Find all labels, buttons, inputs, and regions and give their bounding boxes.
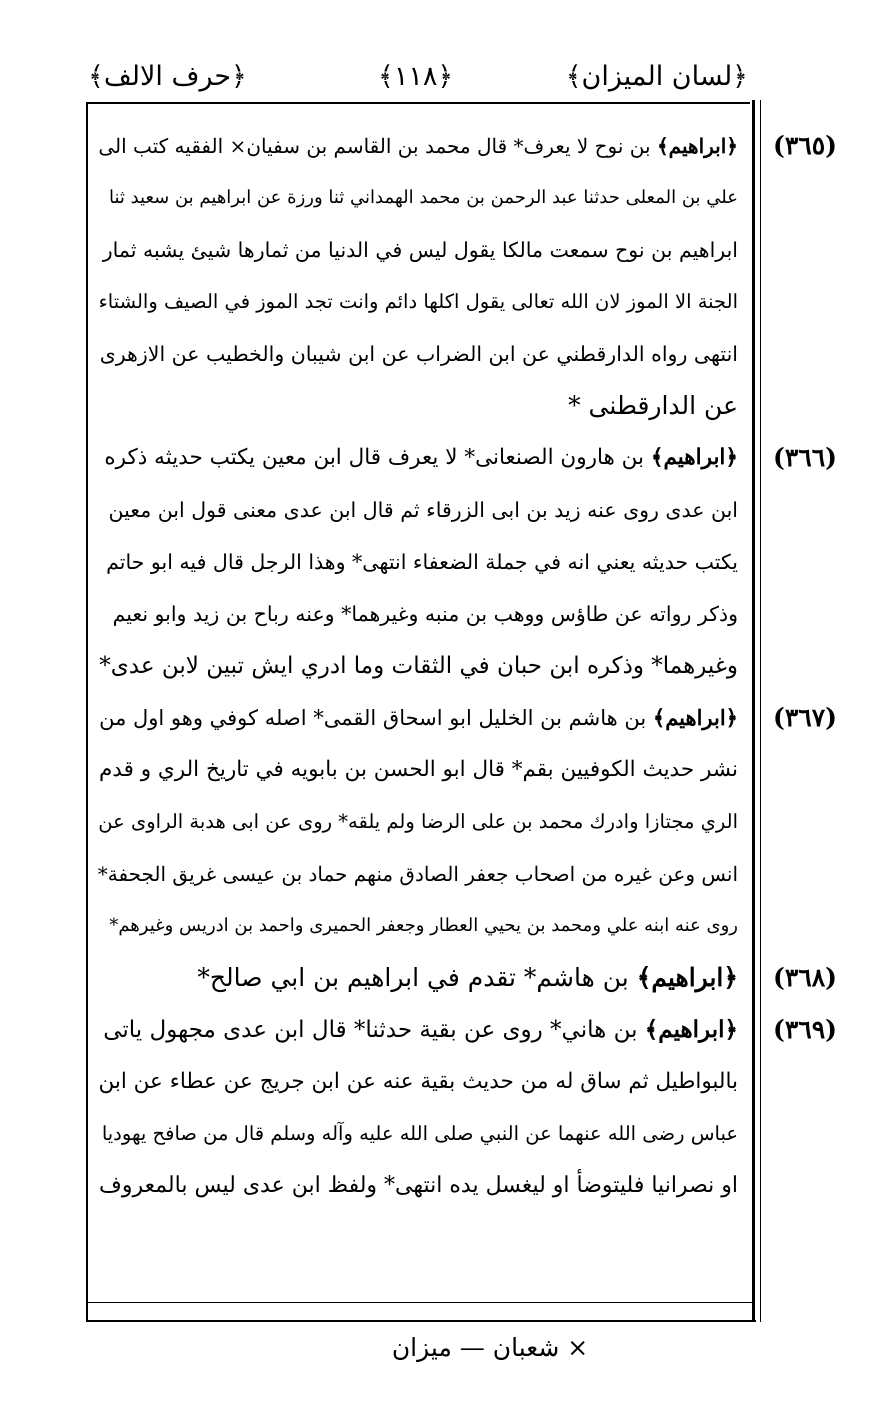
entry-text: بن نوح لا يعرف* قال محمد بن القاسم بن سفيان× الفقيه كتب الى <box>98 134 651 158</box>
text-line <box>98 848 738 900</box>
page-footer: × شعبان — ميزان <box>391 1333 589 1362</box>
text-line <box>98 640 738 692</box>
entry-text: بن هاشم* تقدم في ابراهيم بن ابي صالح* <box>197 963 629 992</box>
entry-text: انتهى رواه الدارقطني عن ابن الضراب عن ابن شيبان والخطيب عن الازهرى <box>99 342 738 366</box>
entry-text: ابن عدى روى عنه زيد بن ابى الزرقاء ثم قال ابن عدى معنى قول ابن معين <box>108 498 738 522</box>
entry-text: عن الدارقطنى * <box>568 391 738 420</box>
entry-text: وغيرهما* وذكره ابن حبان في الثقات وما ادري ايش تبين لابن عدى* <box>99 653 738 679</box>
entry-text: روى عنه ابنه علي ومحمد بن يحيي العطار وجعفر الحميرى واحمد بن ادريس وغيرهم* <box>109 915 738 936</box>
text-line <box>98 952 738 1004</box>
text-line <box>98 744 738 796</box>
text-line <box>98 224 738 276</box>
entry-number: (٣٦٨) <box>773 963 837 992</box>
running-title: ﴿لسان الميزان﴾ <box>565 61 748 92</box>
entry-text: وذكر رواته عن طاؤس ووهب بن منبه وغيرهما* وعنه رباح بن زيد وابو نعيم <box>112 602 738 626</box>
entry-text: بن هارون الصنعانى* لا يعرف قال ابن معين يكتب حديثه ذكره <box>104 445 645 470</box>
text-line <box>98 120 738 172</box>
text-line <box>98 900 738 952</box>
entry-number: (٣٦٦) <box>773 443 837 472</box>
entry-text: الجنة الا الموز لان الله تعالى يقول اكلها دائم وانت تجد الموز في الصيف والشتاء <box>98 290 738 313</box>
text-line <box>98 1108 738 1160</box>
entry-text: الري مجتازا وادرك محمد بن على الرضا ولم يلقه* روى عن ابى هدبة الراوى عن <box>98 810 738 833</box>
entry-text: علي بن المعلى حدثنا عبد الرحمن بن محمد الهمداني ثنا ورزة عن ابراهيم بن سعيد ثنا <box>108 187 738 208</box>
entry-text: او نصرانيا فليتوضأ او ليغسل يده انتهى* ولفظ ابن عدى ليس بالمعروف <box>99 1173 738 1198</box>
text-line <box>98 1160 738 1212</box>
text-line <box>98 796 738 848</box>
entry-text: يكتب حديثه يعني انه في جملة الضعفاء انتهى* وهذا الرجل قال فيه ابو حاتم <box>106 550 738 574</box>
entry-name: ﴿ابراهيم﴾ <box>650 445 738 470</box>
page-header <box>88 52 748 102</box>
entry-name: ﴿ابراهيم﴾ <box>652 705 738 730</box>
text-line <box>98 1004 738 1056</box>
text-line <box>98 328 738 380</box>
entry-text: عباس رضى الله عنهما عن النبي صلى الله عليه وآله وسلم قال من صافح يهوديا <box>101 1122 738 1145</box>
text-line <box>98 432 738 484</box>
text-line <box>98 172 738 224</box>
entry-text: نشر حديث الكوفيين بقم* قال ابو الحسن بن بابويه في تاريخ الري و قدم <box>99 757 738 782</box>
text-body <box>98 120 738 1212</box>
text-line <box>98 484 738 536</box>
margin-rule-thick <box>752 100 755 1322</box>
entry-text: انس وعن غيره من اصحاب جعفر الصادق منهم حماد بن عيسى غريق الجحفة* <box>98 862 738 886</box>
text-line <box>98 588 738 640</box>
text-line <box>98 692 738 744</box>
margin-rule-thin <box>760 100 761 1322</box>
entry-text: بالبواطيل ثم ساق له من حديث بقية عنه عن ابن جريج عن عطاء عن ابن <box>98 1069 738 1094</box>
entry-number: (٣٦٥) <box>773 131 837 160</box>
entry-name: ﴿ابراهيم﴾ <box>644 1016 738 1043</box>
page-number: ﴿١١٨﴾ <box>378 61 454 92</box>
entry-text: ابراهيم بن نوح سمعت مالكا يقول ليس في الدنيا من ثمارها شيئ يشبه ثمار <box>102 238 738 262</box>
text-line <box>98 536 738 588</box>
entry-name: ﴿ابراهيم﴾ <box>636 963 738 992</box>
section-title: ﴿حرف الالف﴾ <box>88 61 247 92</box>
frame-inner-bottom-rule <box>86 1302 754 1303</box>
entry-text: بن هاشم بن الخليل ابو اسحاق القمى* اصله كوفي وهو اول من <box>99 706 647 730</box>
text-line <box>98 276 738 328</box>
text-line <box>98 380 738 432</box>
entry-name: ﴿ابراهيم﴾ <box>656 134 738 158</box>
entry-number: (٣٦٩) <box>773 1015 837 1044</box>
text-line <box>98 1056 738 1108</box>
entry-text: بن هاني* روى عن بقية حدثنا* قال ابن عدى مجهول ياتى <box>103 1017 638 1043</box>
entry-number: (٣٦٧) <box>773 703 837 732</box>
